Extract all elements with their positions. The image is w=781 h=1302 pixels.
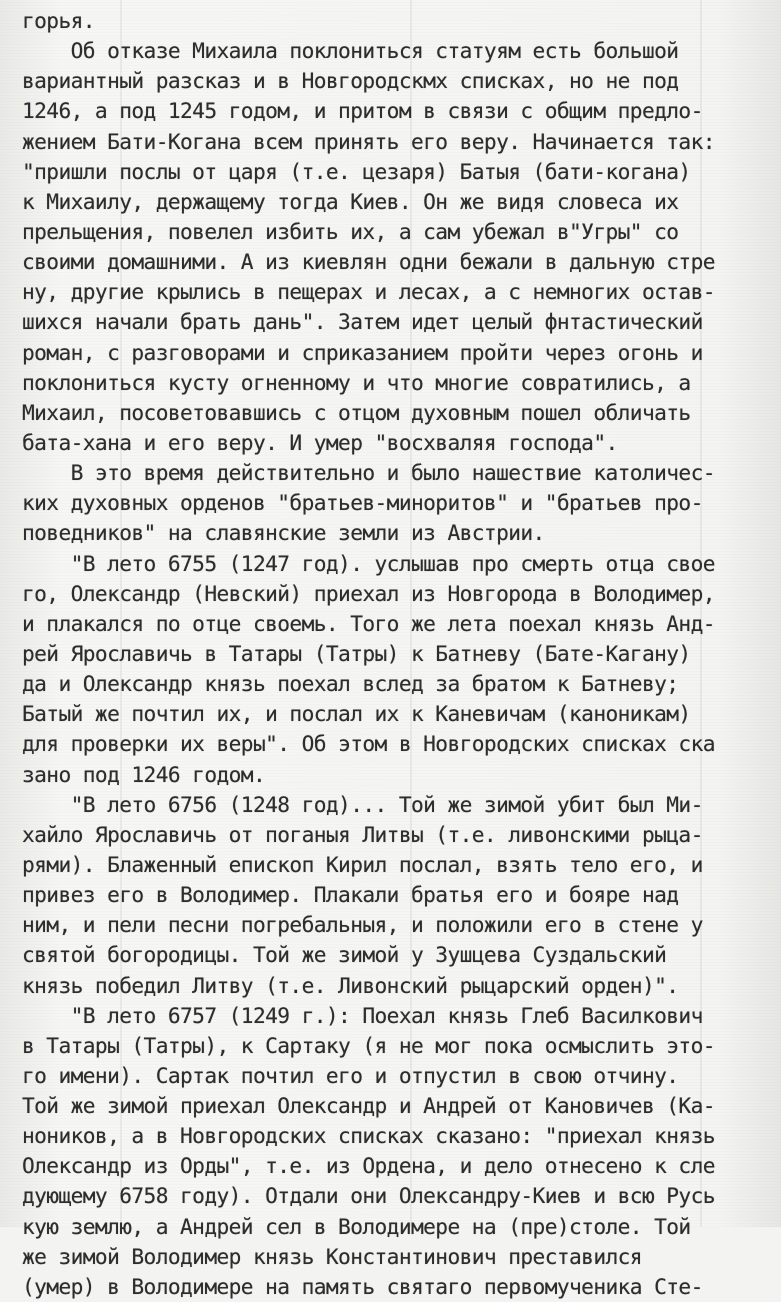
text-line: го имени). Сартак почтил его и отпустил в свою отчину. (22, 1062, 679, 1088)
text-line: бата-хана и его веру. И умер "восхваляя господа". (22, 429, 618, 455)
text-line: Об отказе Михаила поклониться статуям есть большой (22, 38, 679, 64)
text-line: и плакался по отце своемь. Того же лета поехал князь Анд- (22, 610, 715, 636)
text-line: (умер) в Володимере на память святаго первомученика Сте- (22, 1273, 703, 1299)
text-line: поведников" на славянские земли из Австрии. (22, 520, 545, 546)
text-line: зано под 1246 годом. (22, 761, 266, 787)
text-line: к Михаилу, держащему тогда Киев. Он же видя словеса их (22, 188, 679, 214)
page-text (22, 6, 779, 1302)
text-line: привез его в Володимер. Плакали братья его и бояре над (22, 882, 679, 908)
text-line: шихся начали брать дань". Затем идет целый фнтастический (22, 309, 703, 335)
text-line: ним, и пели песни погребальныя, и положили его в стене у (22, 912, 703, 938)
text-line: прельщения, повелел избить их, а сам убежал в"Угры" со (22, 218, 679, 244)
text-line: 1246, а под 1245 годом, и притом в связи с общим предло- (22, 98, 703, 124)
text-line: святой богородицы. Той же зимой у Зушцева Суздальский (22, 942, 667, 968)
text-line: вариантный разсказ и в Новгородскмх списках, но не под (22, 68, 679, 94)
text-line: Олександр из Орды", т.е. из Ордена, и дело отнесено к сле (22, 1153, 715, 1179)
text-line: дующему 6758 году). Отдали они Олександру-Киев и всю Русь (22, 1183, 715, 1209)
text-line: "В лето 6756 (1248 год)... Той же зимой убит был Ми- (22, 791, 703, 817)
text-line: "В лето 6757 (1249 г.): Поехал князь Глеб Василкович (22, 1002, 703, 1028)
text-line: поклониться кусту огненному и что многие совратились, а (22, 369, 691, 395)
text-line: да и Олександр князь поехал вслед за братом к Батневу; (22, 671, 679, 697)
text-line: рей Ярославичь в Татары (Татры) к Батневу (Бате-Кагану) (22, 640, 691, 666)
text-line: кую землю, а Андрей сел в Володимере на (пре)столе. Той (22, 1213, 691, 1239)
text-line: хайло Ярославичь от поганыя Литвы (т.е. ливонскими рыца- (22, 821, 703, 847)
text-line: в Татары (Татры), к Сартаку (я не мог пока осмыслить это- (22, 1032, 715, 1058)
text-line: ких духовных орденов "братьев-миноритов" и "братьев про- (22, 490, 703, 516)
text-line: жением Бати-Когана всем принять его веру. Начинается так: (22, 128, 715, 154)
text-line: Той же зимой приехал Олександр и Андрей от Кановичев (Ка- (22, 1093, 715, 1119)
text-line: Михаил, посоветовавшись с отцом духовным пошел обличать (22, 399, 691, 425)
text-line: роман, с разговорами и сприказанием пройти через огонь и (22, 339, 703, 365)
text-line: "В лето 6755 (1247 год). услышав про смерть отца свое (22, 550, 715, 576)
text-line: князь победил Литву (т.е. Ливонский рыцарский орден)". (22, 972, 679, 998)
text-line: рями). Блаженный епископ Кирил послал, взять тело его, и (22, 851, 703, 877)
text-line: "пришли послы от царя (т.е. цезаря) Батыя (бати-когана) (22, 158, 691, 184)
text-line: же зимой Володимер князь Константинович преставился (22, 1243, 642, 1269)
text-line: своими домашними. А из киевлян одни бежали в дальную стре (22, 249, 715, 275)
text-line: В это время действительно и было нашествие католичес- (22, 460, 715, 486)
text-line: Батый же почтил их, и послал их к Каневичам (каноникам) (22, 701, 691, 727)
text-line: го, Олександр (Невский) приехал из Новгорода в Володимер, (22, 580, 715, 606)
text-line: горья. (22, 8, 95, 33)
text-line: ну, другие крылись в пещерах и лесах, а с немногих остав- (22, 279, 715, 305)
text-line: для проверки их веры". Об этом в Новгородских списках ска (22, 731, 715, 757)
text-line: ноников, а в Новгородских списках сказано: "приехал князь (22, 1123, 715, 1149)
